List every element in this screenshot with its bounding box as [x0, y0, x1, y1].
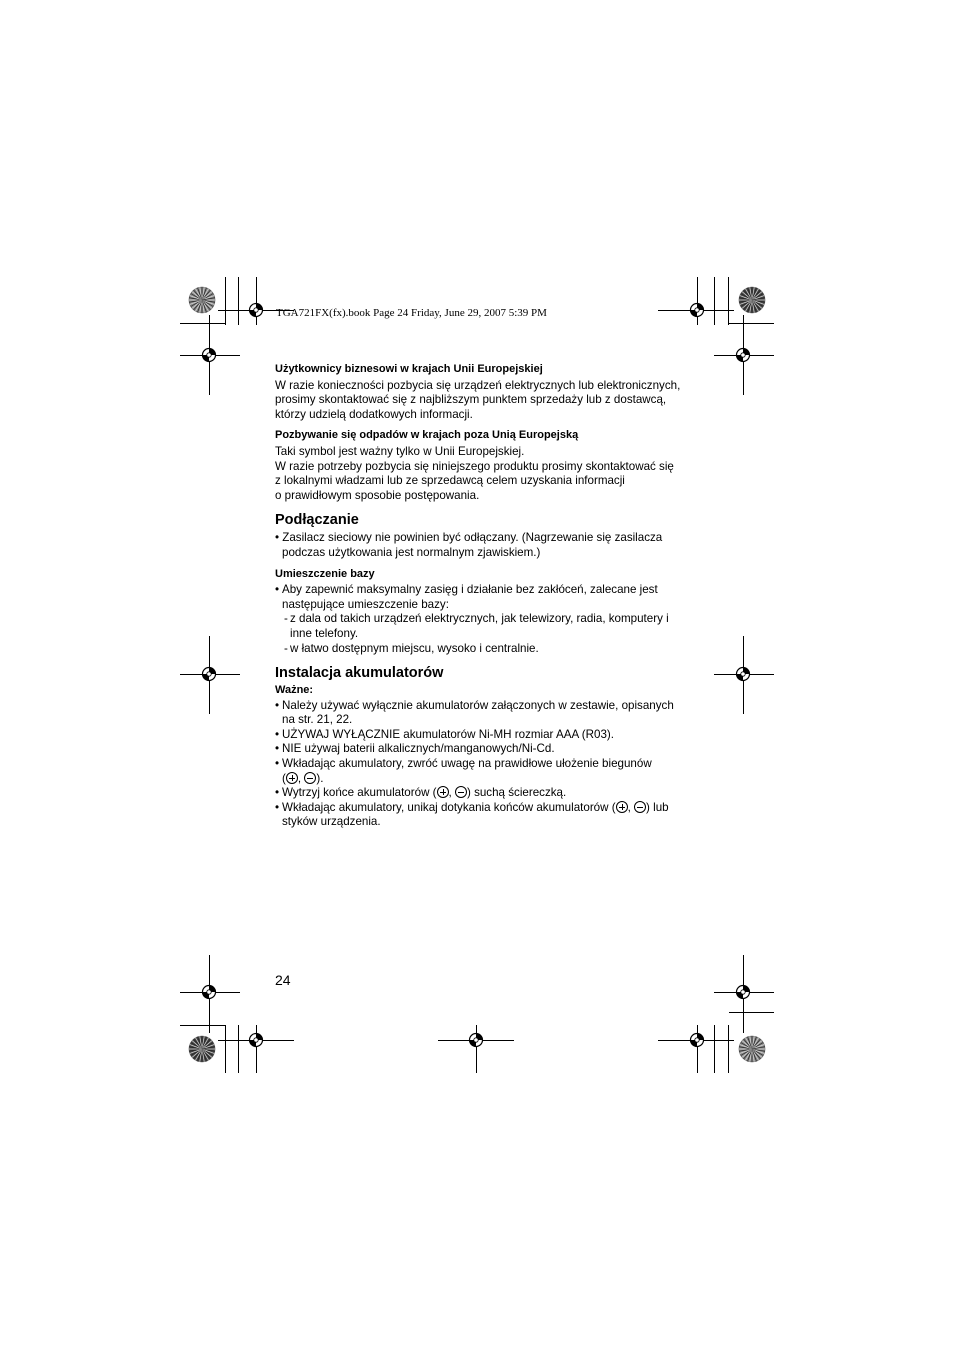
text-fragment: , [297, 771, 305, 785]
outside-eu-heading: Pozbywanie się odpadów w krajach poza Unią Europejską [275, 429, 579, 442]
eu-business-line: którzy udzielą dodatkowych informacji. [275, 407, 473, 421]
list-item-text: na str. 21, 22. [282, 713, 353, 727]
text-fragment: , [627, 800, 635, 814]
registration-target-icon [735, 984, 751, 1000]
outside-eu-line: W razie potrzeby pozbycia się niniejszego produktu prosimy skontaktować się [275, 459, 674, 473]
page-content [275, 362, 685, 830]
batteries-heading: Instalacja akumulatorów [275, 665, 444, 682]
outside-eu-line: z lokalnymi władzami lub ze sprzedawcą celem uzyskania informacji [275, 474, 625, 488]
outside-eu-line: o prawidłowym sposobie postępowania. [275, 488, 480, 502]
crop-line [225, 1025, 226, 1073]
connecting-bullet-line: • Zasilacz sieciowy nie powinien być odłączany. (Nagrzewanie się zasilacza [275, 531, 663, 545]
list-item-text: styków urządzenia. [282, 815, 381, 829]
list-item [275, 757, 685, 786]
text-fragment: Wkładając akumulatory, unikaj dotykania końców akumulatorów ( [282, 800, 616, 814]
text-fragment: ). [316, 771, 324, 785]
list-item-text: • Należy używać wyłącznie akumulatorów załączonych w zestawie, opisanych [282, 698, 674, 712]
list-item-text: • Wkładając akumulatory, zwróć uwagę na prawidłowe ułożenie biegunów [282, 757, 652, 771]
registration-target-icon [201, 984, 217, 1000]
list-item [275, 583, 685, 612]
crop-line [225, 277, 226, 325]
plus-pole-icon [437, 786, 449, 798]
list-item [275, 642, 685, 657]
text-fragment: Wytrzyj końce akumulatorów ( [282, 786, 437, 800]
crop-line [238, 1025, 239, 1073]
minus-pole-icon [455, 786, 467, 798]
eu-business-heading: Użytkownicy biznesowi w krajach Unii Europejskiej [275, 363, 543, 375]
file-info-header: TGA721FX(fx).book Page 24 Friday, June 29, 2007 5:39 PM [276, 307, 547, 319]
list-item-text: - w łatwo dostępnym miejscu, wysoko i centralnie. [290, 641, 539, 655]
crop-line [714, 1025, 715, 1073]
crop-line [729, 323, 774, 324]
crop-line [728, 277, 729, 325]
crop-line [714, 277, 715, 325]
base-placement-heading: Umieszczenie bazy [275, 567, 375, 580]
registration-target-icon [201, 347, 217, 363]
crop-line [180, 1025, 225, 1026]
list-item [275, 742, 685, 757]
registration-target-icon [248, 1032, 264, 1048]
important-label: Ważne: [275, 684, 314, 697]
page-number: 24 [275, 972, 291, 988]
outside-eu-line: Taki symbol jest ważny tylko w Unii Europejskiej. [275, 444, 525, 458]
connecting-bullet-line: podczas użytkowania jest normalnym zjawiskiem.) [282, 545, 541, 559]
list-item-text: • Aby zapewnić maksymalny zasięg i działanie bez zakłóceń, zalecane jest [282, 583, 658, 597]
text-fragment: ) lub [646, 800, 669, 814]
list-item-text: • UŻYWAJ WYŁĄCZNIE akumulatorów Ni-MH rozmiar AAA (R03). [282, 727, 614, 741]
eu-business-line: W razie konieczności pozbycia się urządzeń elektrycznych lub elektronicznych, [275, 378, 681, 392]
connecting-heading: Podłączanie [275, 512, 359, 529]
color-wheel-icon [738, 1035, 766, 1063]
list-item-text [282, 772, 685, 787]
list-item-text [282, 786, 685, 801]
list-item [275, 612, 685, 641]
list-item-text: następujące umieszczenie bazy: [282, 597, 449, 611]
crop-line [180, 323, 225, 324]
registration-target-icon [689, 1032, 705, 1048]
text-fragment: ( [282, 771, 286, 785]
registration-target-icon [248, 302, 264, 318]
crop-line [729, 1012, 774, 1013]
minus-pole-icon [304, 772, 316, 784]
list-item-text: inne telefony. [290, 626, 359, 640]
list-item-text: - z dala od takich urządzeń elektrycznych, jak telewizory, radia, komputery i [290, 612, 669, 626]
list-item [275, 786, 685, 801]
color-wheel-icon [188, 1035, 216, 1063]
plus-pole-icon [286, 772, 298, 784]
text-fragment: , [448, 786, 455, 800]
registration-target-icon [468, 1032, 484, 1048]
plus-pole-icon [616, 801, 628, 813]
text-fragment: ) suchą ściereczką. [466, 786, 567, 800]
list-item-text [282, 801, 685, 816]
crop-line [238, 277, 239, 325]
list-item-text: • NIE używaj baterii alkalicznych/manganowych/Ni-Cd. [282, 742, 555, 756]
registration-target-icon [735, 347, 751, 363]
eu-business-line: prosimy skontaktować się z najbliższym punktem sprzedaży lub z dostawcą, [275, 393, 667, 407]
color-wheel-icon [738, 286, 766, 314]
list-item [275, 699, 685, 728]
list-item [275, 801, 685, 830]
crop-line [728, 1025, 729, 1073]
color-wheel-icon [188, 286, 216, 314]
registration-target-icon [201, 666, 217, 682]
registration-target-icon [689, 302, 705, 318]
list-item [275, 728, 685, 743]
registration-target-icon [735, 666, 751, 682]
minus-pole-icon [634, 801, 646, 813]
